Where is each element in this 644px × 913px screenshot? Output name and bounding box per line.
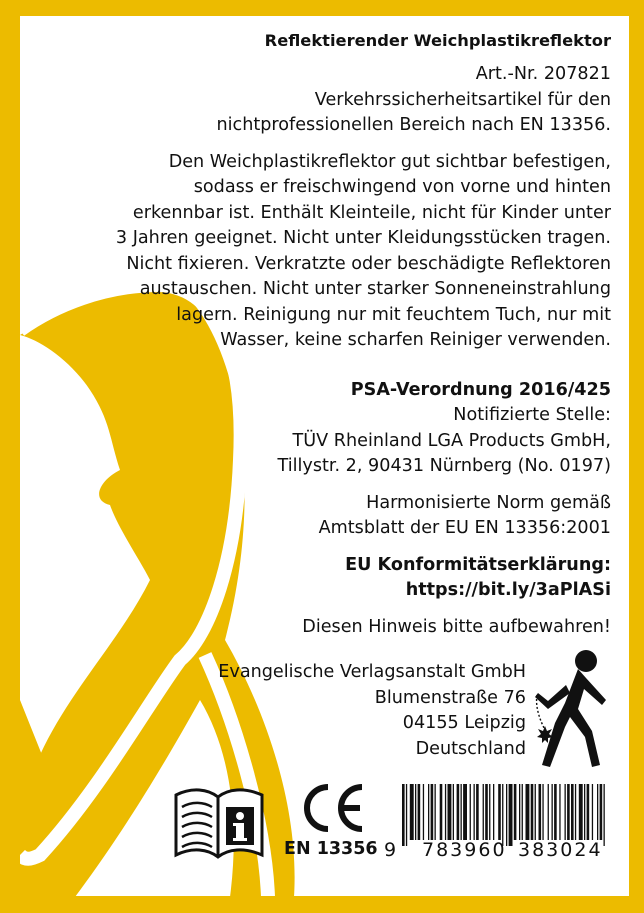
publisher-name: Evangelische Verlagsanstalt GmbH [218,662,526,682]
barcode-bar [535,784,536,840]
barcode-bar [514,784,517,840]
barcode-bar [571,784,574,840]
barcode-bar [552,784,553,840]
barcode-bar [600,784,603,840]
barcode-bar [559,784,560,840]
keep-notice: Diesen Hinweis bitte aufbewahren! [302,616,611,637]
regulation-line1: Notifizierte Stelle: [453,405,611,425]
barcode-bar [445,784,446,840]
regulation-title: PSA-Verordnung 2016/425 [350,379,611,400]
barcode-bar [567,784,570,840]
barcode-bar [565,784,566,840]
barcode-bar [415,784,416,840]
barcode-bar [597,784,598,840]
barcode-bar [519,784,520,840]
instruction-line: Nicht fixieren. Verkratzte oder beschädigte Reflektoren [126,253,611,274]
ean-barcode [400,784,612,846]
barcode-bar [483,784,484,840]
publisher-city: 04155 Leipzig [402,713,526,733]
barcode-first-digit: 9 [384,839,397,861]
barcode-bar [575,784,576,840]
instruction-line: sodass er freischwingend von vorne und hinten [193,177,611,197]
barcode-bar [453,784,454,840]
article-desc-line2: nichtprofessionellen Bereich nach EN 13356. [216,115,611,135]
barcode-right-digits: 383024 [518,839,603,861]
barcode-bar [554,784,557,840]
barcode-bar [406,784,407,846]
barcode-bar [418,784,421,840]
barcode-bar [470,784,471,840]
publisher-street: Blumenstraße 76 [374,687,526,708]
norm-text-line2: Amtsblatt der EU EN 13356:2001 [318,518,611,538]
barcode-bar [592,784,593,840]
barcode-bar [402,784,405,846]
barcode-bar [428,784,429,840]
barcode-bar [587,784,590,840]
label-text-block [21,30,611,640]
regulation-line3: Tillystr. 2, 90431 Nürnberg (No. 0197) [277,456,611,476]
barcode-bar [502,784,503,846]
manual-info-icon [172,785,266,859]
barcode-bar [579,784,583,840]
barcode-bar [542,784,543,840]
barcode-bar [435,784,436,840]
barcode-bar [584,784,585,840]
publisher-country: Deutschland [415,738,526,759]
instruction-line: Den Weichplastikreflektor gut sichtbar befestigen, [168,151,611,172]
product-title: Reflektierender Weichplastikreflektor [264,31,611,50]
barcode-bar [448,784,452,840]
instruction-line: Wasser, keine scharfen Reiniger verwenden. [220,330,611,350]
walking-person-icon [530,645,610,775]
instruction-line: erkennbar ist. Enthält Kleinteile, nicht für Kinder unter [132,202,611,223]
barcode-bar [410,784,414,840]
regulation-line2: TÜV Rheinland LGA Products GmbH, [292,430,611,451]
barcode-bar [506,784,507,846]
instruction-line: lagern. Reinigung nur mit feuchtem Tuch, nur mit [176,304,611,325]
conformity-title: EU Konformitätserklärung: [345,554,611,575]
barcode-bar [461,784,462,840]
barcode-bar [531,784,534,840]
barcode-bar [539,784,542,840]
barcode-bar [440,784,443,840]
barcode-bar [509,784,513,846]
barcode-bar [604,784,605,846]
barcode-bar [489,784,490,840]
barcode-left-digits: 783960 [422,839,507,861]
barcode-bar [474,784,475,840]
conformity-link[interactable]: https://bit.ly/3aPlASi [405,580,611,600]
barcode-bar [526,784,530,840]
instructions-paragraph [21,150,611,354]
ce-mark-icon [298,783,366,833]
article-number: Art.-Nr. 207821 [475,64,611,84]
barcode-bar [548,784,549,840]
article-desc-line1: Verkehrssicherheitsartikel für den [314,89,611,110]
barcode-bar [463,784,467,840]
barcode-bar [476,784,479,840]
barcode-bar [498,784,501,840]
barcode-bar [457,784,460,840]
publisher-address [218,660,526,762]
barcode-bar [493,784,494,840]
barcode-bar [423,784,424,840]
barcode-bar [522,784,523,840]
instruction-line: 3 Jahren geeignet. Nicht unter Kleidungsstücken tragen. [115,228,611,248]
instruction-line: austauschen. Nicht unter starker Sonneneinstrahlung [139,279,611,299]
ce-norm-label: EN 13356 [284,839,378,859]
barcode-bar [485,784,488,840]
norm-text-line1: Harmonisierte Norm gemäß [366,492,611,513]
barcode-bar [431,784,434,840]
